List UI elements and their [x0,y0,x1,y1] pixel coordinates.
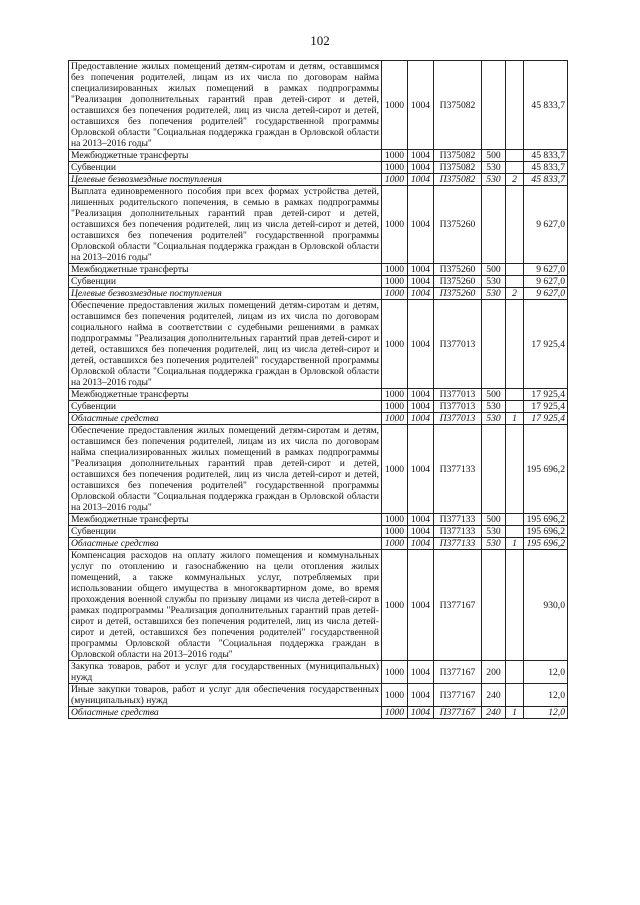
row-name: Закупка товаров, работ и услуг для государственных (муниципальных) нужд [69,661,382,684]
row-target-article: П375082 [434,174,482,186]
row-target-article: П377013 [434,389,482,401]
row-name: Областные средства [69,538,382,550]
row-subsection-code: 1004 [408,526,434,538]
table-row [69,661,568,684]
row-funding-source [506,684,524,707]
table-row [69,150,568,162]
row-subsection-code: 1004 [408,162,434,174]
row-amount: 17 925,4 [524,300,568,389]
row-expense-type: 530 [482,288,506,300]
row-funding-source [506,61,524,150]
row-amount: 45 833,7 [524,150,568,162]
row-funding-source: 1 [506,538,524,550]
row-section-code: 1000 [382,538,408,550]
row-amount: 9 627,0 [524,276,568,288]
row-expense-type: 240 [482,707,506,719]
row-name: Межбюджетные трансферты [69,514,382,526]
row-expense-type: 530 [482,276,506,288]
row-section-code: 1000 [382,300,408,389]
row-subsection-code: 1004 [408,300,434,389]
row-subsection-code: 1004 [408,413,434,425]
row-section-code: 1000 [382,61,408,150]
row-section-code: 1000 [382,707,408,719]
row-section-code: 1000 [382,425,408,514]
row-target-article: П377013 [434,300,482,389]
row-subsection-code: 1004 [408,661,434,684]
row-subsection-code: 1004 [408,425,434,514]
row-section-code: 1000 [382,684,408,707]
row-expense-type [482,186,506,264]
row-section-code: 1000 [382,288,408,300]
row-amount: 9 627,0 [524,264,568,276]
row-funding-source [506,300,524,389]
page-number: 102 [310,33,330,48]
row-amount: 195 696,2 [524,425,568,514]
table-row [69,538,568,550]
table-row [69,186,568,264]
row-name: Субвенции [69,401,382,413]
row-amount: 12,0 [524,684,568,707]
row-subsection-code: 1004 [408,174,434,186]
row-section-code: 1000 [382,389,408,401]
row-amount: 45 833,7 [524,61,568,150]
table-row [69,425,568,514]
row-section-code: 1000 [382,150,408,162]
row-expense-type: 200 [482,661,506,684]
row-name: Обеспечение предоставления жилых помещений детям-сиротам и детям, оставшимся без попечения родителей, лицам из их числа по договорам найма специализированных жилых помещений в рамках подпрограммы "Реализация дополнительных гарантий прав детей-сирот и детей, оставшихся без попечения родителей, лиц из числа детей-сирот и детей, оставшихся без попечения родителей" государственной программы Орловской области "Социальная поддержка граждан в Орловской области на 2013–2016 годы" [69,425,382,514]
row-name: Предоставление жилых помещений детям-сиротам и детям, оставшимся без попечения родителей, лицам из их числа по договорам найма специализированных жилых помещений в рамках подпрограммы "Реализация дополнительных гарантий прав детей-сирот и детей, оставшихся без попечения родителей, лиц из числа детей-сирот и детей, оставшихся без попечения родителей" государственной программы Орловской области "Социальная поддержка граждан в Орловской области на 2013–2016 годы" [69,61,382,150]
row-target-article: П375260 [434,276,482,288]
row-funding-source: 2 [506,288,524,300]
row-target-article: П377133 [434,425,482,514]
row-subsection-code: 1004 [408,150,434,162]
table-row [69,162,568,174]
row-name: Субвенции [69,162,382,174]
row-amount: 195 696,2 [524,526,568,538]
row-section-code: 1000 [382,401,408,413]
row-funding-source [506,150,524,162]
row-funding-source [506,162,524,174]
row-funding-source [506,401,524,413]
row-target-article: П377133 [434,526,482,538]
row-name: Межбюджетные трансферты [69,389,382,401]
row-subsection-code: 1004 [408,538,434,550]
row-target-article: П377013 [434,413,482,425]
row-funding-source [506,526,524,538]
row-expense-type: 500 [482,514,506,526]
row-funding-source [506,425,524,514]
row-amount: 17 925,4 [524,389,568,401]
row-target-article: П375260 [434,264,482,276]
row-name: Целевые безвозмездные поступления [69,288,382,300]
budget-table [68,60,568,719]
row-expense-type: 530 [482,401,506,413]
row-funding-source [506,550,524,661]
row-expense-type: 500 [482,264,506,276]
row-name: Компенсация расходов на оплату жилого помещения и коммунальных услуг по отоплению и газоснабжению на цели отопления жилых помещений, а также коммунальных услуг, потребляемых при использовании общего имущества в многоквартирном доме, во время прохождения военной службы по призыву лицами из числа детей-сирот в рамках подпрограммы "Реализация дополнительных гарантий прав детей-сирот и детей, оставшихся без попечения родителей, лиц из числа детей-сирот и детей, оставшихся без попечения родителей" государственной программы Орловской области "Социальная поддержка граждан в Орловской области на 2013–2016 годы" [69,550,382,661]
row-expense-type: 530 [482,538,506,550]
row-amount: 17 925,4 [524,413,568,425]
row-target-article: П375082 [434,150,482,162]
row-expense-type: 530 [482,413,506,425]
row-amount: 9 627,0 [524,288,568,300]
row-funding-source [506,514,524,526]
row-section-code: 1000 [382,550,408,661]
row-subsection-code: 1004 [408,276,434,288]
row-subsection-code: 1004 [408,264,434,276]
row-subsection-code: 1004 [408,401,434,413]
row-name: Межбюджетные трансферты [69,150,382,162]
row-amount: 9 627,0 [524,186,568,264]
row-section-code: 1000 [382,276,408,288]
row-subsection-code: 1004 [408,61,434,150]
row-target-article: П375260 [434,288,482,300]
row-amount: 45 833,7 [524,174,568,186]
row-name: Целевые безвозмездные поступления [69,174,382,186]
row-funding-source [506,276,524,288]
row-amount: 12,0 [524,707,568,719]
row-subsection-code: 1004 [408,707,434,719]
row-name: Субвенции [69,276,382,288]
row-target-article: П377133 [434,514,482,526]
row-name: Областные средства [69,413,382,425]
row-expense-type: 530 [482,162,506,174]
table-row [69,550,568,661]
row-section-code: 1000 [382,264,408,276]
row-target-article: П377167 [434,707,482,719]
row-section-code: 1000 [382,526,408,538]
table-row [69,61,568,150]
table-row [69,526,568,538]
row-expense-type: 530 [482,174,506,186]
row-subsection-code: 1004 [408,288,434,300]
table-row [69,389,568,401]
row-expense-type [482,300,506,389]
row-expense-type [482,61,506,150]
row-funding-source [506,264,524,276]
row-amount: 930,0 [524,550,568,661]
row-target-article: П377167 [434,550,482,661]
budget-table-body [69,61,568,719]
table-row [69,401,568,413]
row-target-article: П377013 [434,401,482,413]
row-subsection-code: 1004 [408,186,434,264]
row-funding-source [506,661,524,684]
table-row [69,276,568,288]
row-subsection-code: 1004 [408,684,434,707]
row-name: Иные закупки товаров, работ и услуг для обеспечения государственных (муниципальных) нужд [69,684,382,707]
row-amount: 195 696,2 [524,514,568,526]
row-amount: 45 833,7 [524,162,568,174]
row-section-code: 1000 [382,661,408,684]
row-funding-source: 2 [506,174,524,186]
row-section-code: 1000 [382,186,408,264]
row-target-article: П375082 [434,162,482,174]
row-expense-type [482,425,506,514]
row-expense-type: 500 [482,389,506,401]
row-name: Выплата единовременного пособия при всех формах устройства детей, лишенных родительского попечения, в семью в рамках подпрограммы "Реализация дополнительных гарантий прав детей-сирот и детей, оставшихся без попечения родителей, лиц из числа детей-сирот и детей, оставшихся без попечения родителей" государственной программы Орловской области "Социальная поддержка граждан в Орловской области на 2013–2016 годы" [69,186,382,264]
table-row [69,684,568,707]
row-name: Областные средства [69,707,382,719]
table-row [69,300,568,389]
row-funding-source: 1 [506,707,524,719]
row-expense-type: 240 [482,684,506,707]
table-row [69,514,568,526]
row-funding-source: 1 [506,413,524,425]
row-section-code: 1000 [382,174,408,186]
row-target-article: П377133 [434,538,482,550]
row-expense-type [482,550,506,661]
table-row [69,264,568,276]
row-name: Обеспечение предоставления жилых помещений детям-сиротам и детям, оставшимся без попечения родителей, лицам из их числа по договорам социального найма в соответствии с судебными решениями в рамках подпрограммы "Реализация дополнительных гарантий прав детей-сирот и детей, оставшихся без попечения родителей, лиц из числа детей-сирот и детей, оставшихся без попечения родителей" государственной программы Орловской области "Социальная поддержка граждан в Орловской области на 2013–2016 годы" [69,300,382,389]
row-section-code: 1000 [382,162,408,174]
row-target-article: П375260 [434,186,482,264]
row-target-article: П377167 [434,661,482,684]
row-section-code: 1000 [382,413,408,425]
row-section-code: 1000 [382,514,408,526]
row-target-article: П377167 [434,684,482,707]
table-row [69,174,568,186]
row-funding-source [506,389,524,401]
table-row [69,413,568,425]
row-amount: 195 696,2 [524,538,568,550]
row-target-article: П375082 [434,61,482,150]
row-expense-type: 530 [482,526,506,538]
row-amount: 12,0 [524,661,568,684]
row-expense-type: 500 [482,150,506,162]
table-row [69,288,568,300]
row-name: Межбюджетные трансферты [69,264,382,276]
row-amount: 17 925,4 [524,401,568,413]
row-subsection-code: 1004 [408,389,434,401]
row-subsection-code: 1004 [408,550,434,661]
row-name: Субвенции [69,526,382,538]
row-subsection-code: 1004 [408,514,434,526]
row-funding-source [506,186,524,264]
table-row [69,707,568,719]
